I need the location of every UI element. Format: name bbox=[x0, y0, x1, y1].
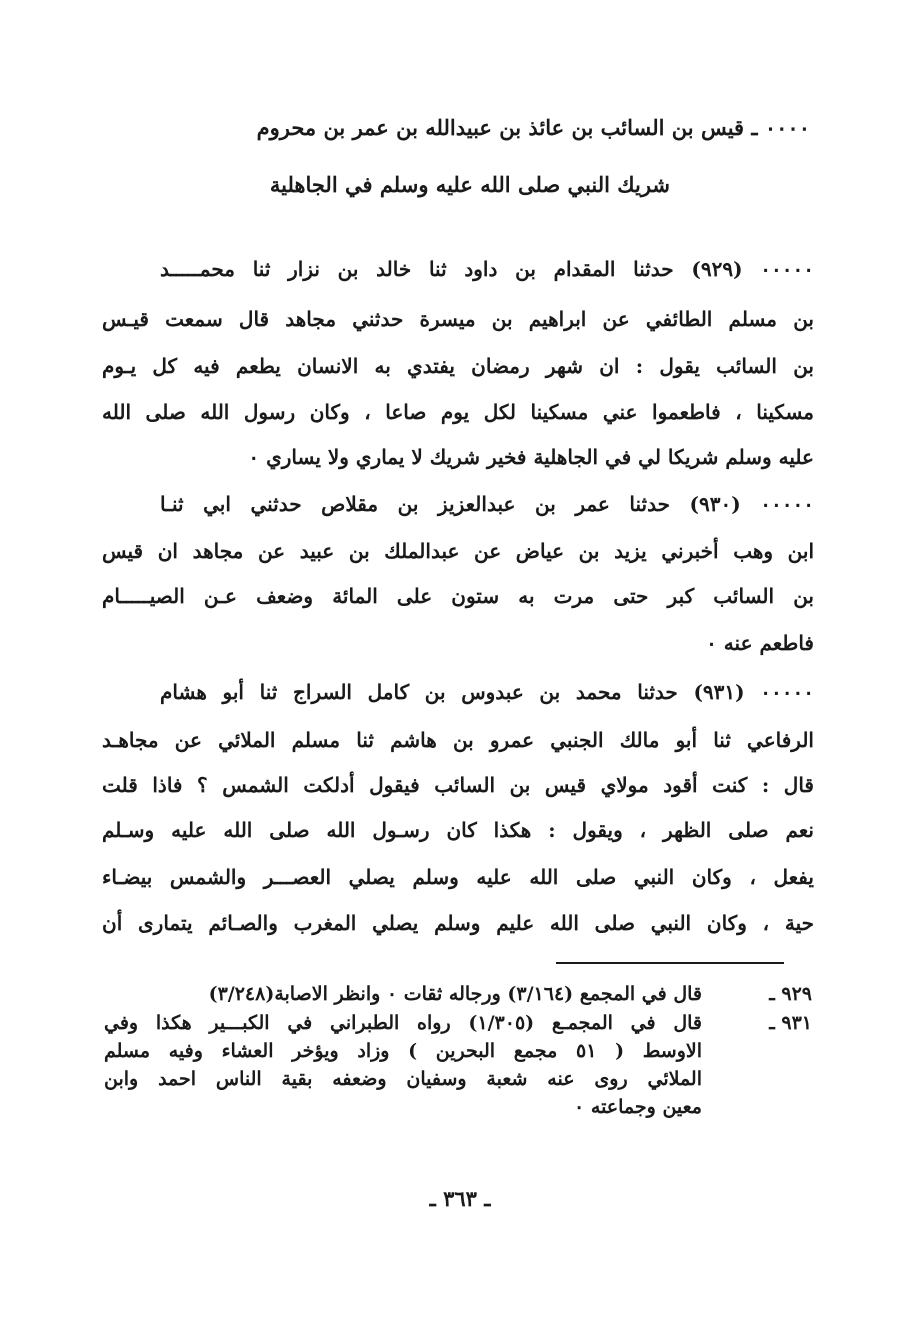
hadith-931-line-4: نعم صلى الظهر ، ويقول : هكذا كان رسـول الله صلى الله عليه وسـلم bbox=[102, 818, 814, 842]
hadith-931-line-6: حية ، وكان النبي صلى الله عليم وسلم يصلي المغرب والصـائم يتمارى أن bbox=[102, 911, 814, 935]
hadith-930-line-4: فاطعم عنه ٠ bbox=[706, 631, 814, 655]
footnote-929-number: ٩٢٩ ـ bbox=[769, 983, 812, 1005]
hadith-929-line-3: بن السائب يقول : ان شهر رمضان يفتدي به الانسان يطعم فيه كل يـوم bbox=[102, 354, 814, 378]
hadith-930-line-2: ابن وهب أخبرني يزيد بن عياض عن عبدالملك بن عبيد عن مجاهد ان قيس bbox=[102, 539, 814, 563]
page-number: ـ ٣٦٣ ـ bbox=[429, 1186, 491, 1211]
hadith-931-line-3: قال : كنت أقود مولاي قيس بن السائب فيقول أدلكت الشمس ؟ فاذا قلت bbox=[102, 773, 814, 797]
footnote-931-line-3: الملائي روى عنه شعبة وسفيان وضعفه بقية الناس احمد وابن bbox=[104, 1068, 702, 1090]
footnote-divider bbox=[556, 962, 784, 964]
hadith-930-line-3: بن السائب كبر حتى مرت به ستون على المائة وضعف عـن الصيـــــام bbox=[102, 584, 814, 608]
hadith-929-line-2: بن مسلم الطائفي عن ابراهيم بن ميسرة حدثني مجاهد قال سمعت قيـس bbox=[102, 307, 814, 331]
footnote-931-number: ٩٣١ ـ bbox=[769, 1012, 812, 1034]
hadith-931-line-5: يفعل ، وكان النبي صلى الله عليه وسلم يصلي العصـــر والشمس بيضـاء bbox=[102, 865, 814, 889]
hadith-929-line-5: عليه وسلم شريكا لي في الجاهلية فخير شريك لا يماري ولا يساري ٠ bbox=[248, 445, 814, 469]
entry-subtitle: شريك النبي صلى الله عليه وسلم في الجاهلية bbox=[269, 172, 670, 197]
hadith-929-line-4: مسكينا ، فاطعموا عني مسكينا لكل يوم صاعا ، وكان رسول الله صلى الله bbox=[102, 400, 814, 424]
hadith-929-line-1: ٠٠٠٠٠ (٩٢٩) حدثنا المقدام بن داود ثنا خالد بن نزار ثنا محمـــــد bbox=[160, 257, 814, 281]
footnote-931-line-4: معين وجماعته ٠ bbox=[574, 1096, 702, 1118]
hadith-931-line-1: ٠٠٠٠٠ (٩٣١) حدثنا محمد بن عبدوس بن كامل السراج ثنا أبو هشام bbox=[160, 680, 814, 704]
entry-title: ٠٠٠٠ ـ قيس بن السائب بن عائذ بن عبيدالله بن عمر بن محروم bbox=[256, 115, 810, 140]
footnote-929-line-1: قال في المجمع (٣/١٦٤) ورجاله ثقات ٠ وانظر الاصابة(٣/٢٤٨) bbox=[208, 983, 702, 1005]
footnote-931-line-1: قال في المجمـع (١/٣٠٥) رواه الطبراني في الكبـــير هكذا وفي bbox=[104, 1012, 702, 1034]
hadith-930-line-1: ٠٠٠٠٠ (٩٣٠) حدثنا عمر بن عبدالعزيز بن مقلاص حدثني ابي ثنـا bbox=[160, 492, 814, 516]
hadith-931-line-2: الرفاعي ثنا أبو مالك الجنبي عمرو بن هاشم ثنا مسلم الملائي عن مجاهـد bbox=[102, 728, 814, 752]
footnote-931-line-2: الاوسط ( ٥١ مجمع البحرين ) وزاد ويؤخر العشاء وفيه مسلم bbox=[104, 1040, 702, 1062]
